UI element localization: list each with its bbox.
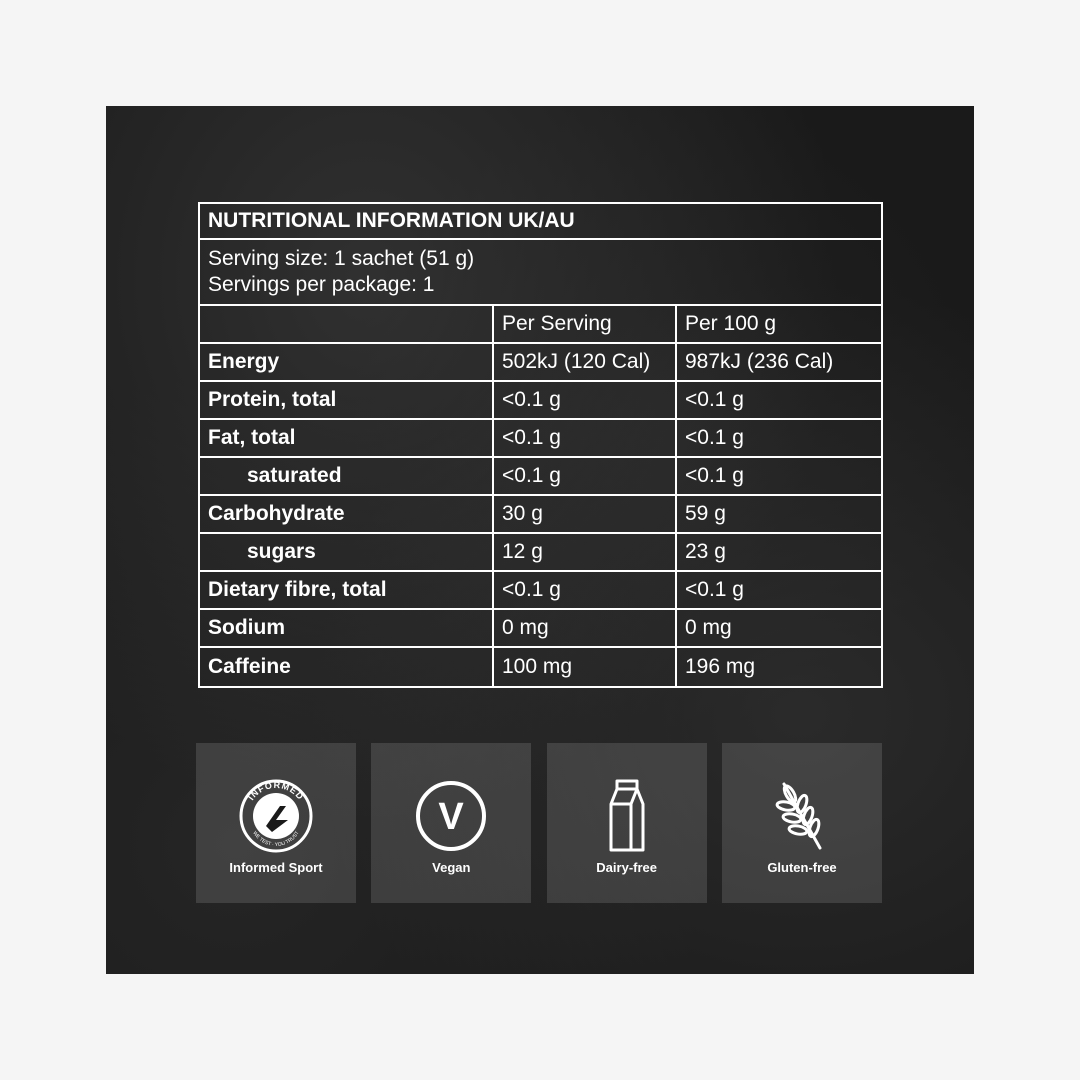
badge-informed-sport: [196, 743, 356, 903]
table-row: [200, 420, 881, 458]
per-serving-value: 502kJ (120 Cal): [494, 344, 677, 380]
nutrient-name: Energy: [200, 344, 494, 380]
header-per-serving: Per Serving: [494, 306, 677, 342]
badge-vegan: [371, 743, 531, 903]
per-serving-value: <0.1 g: [494, 382, 677, 418]
per-100g-value: 23 g: [685, 540, 726, 563]
nutrient-name: Caffeine: [200, 648, 494, 686]
header-nutrient: [200, 306, 494, 342]
badge-label: Dairy-free: [596, 860, 657, 875]
per-100g-value: 0 mg: [685, 616, 732, 639]
serving-info: [200, 240, 482, 304]
per-serving-value: 30 g: [494, 496, 677, 532]
badge-label: Informed Sport: [229, 860, 323, 875]
table-title: NUTRITIONAL INFORMATION UK/AU: [208, 209, 575, 232]
nutrient-name: Sodium: [200, 610, 494, 646]
per-serving-value: <0.1 g: [494, 458, 677, 494]
informed-logo-top-text: INFORMED: [245, 779, 306, 803]
per-100g-value: 987kJ (236 Cal): [685, 350, 834, 373]
per-serving-value: <0.1 g: [494, 420, 677, 456]
table-row: [200, 458, 881, 496]
vegan-logo-letter: V: [438, 796, 465, 838]
table-row: [200, 382, 881, 420]
nutrient-name: saturated: [200, 458, 494, 494]
milk-carton-icon: [587, 776, 667, 856]
per-100g-value: <0.1 g: [685, 464, 744, 487]
per-100g-value: 59 g: [685, 502, 726, 525]
nutrient-name: sugars: [200, 534, 494, 570]
nutrient-name: Fat, total: [200, 420, 494, 456]
table-header-row: [200, 306, 881, 344]
per-serving-value: 12 g: [494, 534, 677, 570]
nutrient-name: Dietary fibre, total: [200, 572, 494, 608]
serving-info-row: [200, 240, 881, 306]
wheat-icon: [762, 776, 842, 856]
nutrition-table: [198, 202, 883, 688]
per-100g-value: <0.1 g: [685, 426, 744, 449]
nutrient-name: Protein, total: [200, 382, 494, 418]
badge-gluten-free: [722, 743, 882, 903]
table-row: [200, 648, 881, 686]
badge-label: Vegan: [432, 860, 471, 875]
servings-per-package: Servings per package: 1: [208, 273, 435, 296]
per-100g-value: <0.1 g: [685, 388, 744, 411]
table-row: [200, 534, 881, 572]
nutrient-name: Carbohydrate: [200, 496, 494, 532]
table-row: [200, 572, 881, 610]
per-serving-value: 100 mg: [494, 648, 677, 686]
informed-sport-icon: [236, 776, 316, 856]
vegan-icon: [411, 776, 491, 856]
serving-size: Serving size: 1 sachet (51 g): [208, 247, 475, 270]
per-100g-value: <0.1 g: [685, 578, 744, 601]
informed-logo-bottom-text: WE TEST · YOU TRUST: [251, 830, 301, 849]
table-row: [200, 344, 881, 382]
header-per-100g: Per 100 g: [685, 312, 777, 335]
per-serving-value: 0 mg: [494, 610, 677, 646]
table-row: [200, 610, 881, 648]
nutrition-panel: [106, 106, 974, 974]
badge-label: Gluten-free: [767, 860, 837, 875]
table-title-row: [200, 204, 881, 240]
badge-dairy-free: [547, 743, 707, 903]
badges: [196, 743, 882, 903]
per-100g-value: 196 mg: [685, 655, 756, 678]
table-row: [200, 496, 881, 534]
per-serving-value: <0.1 g: [494, 572, 677, 608]
